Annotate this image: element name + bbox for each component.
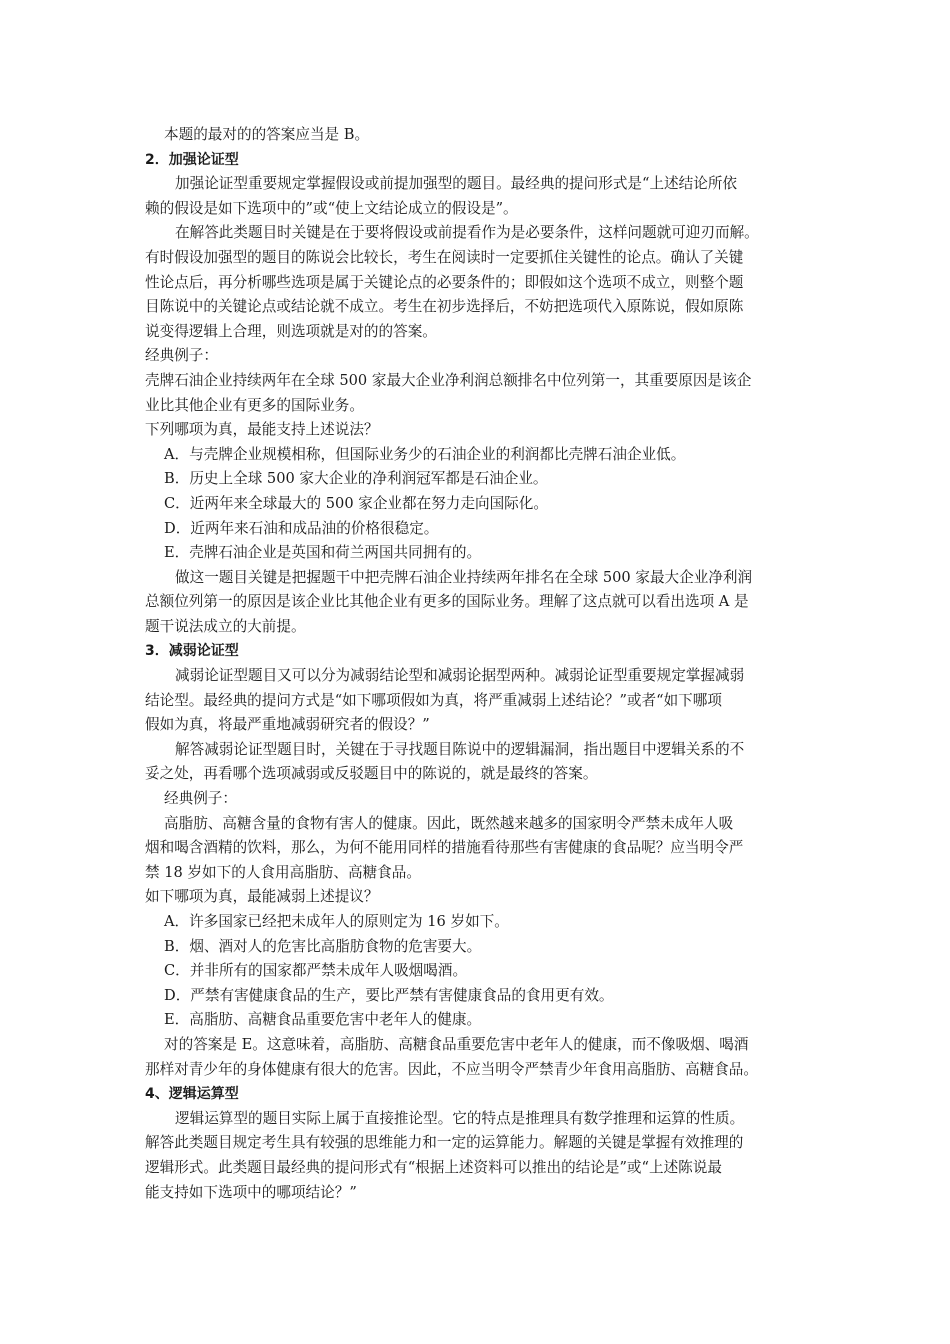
text-line: B．烟、酒对人的危害比高脂肪食物的危害要大。 [164,937,482,955]
text-line: 下列哪项为真，最能支持上述说法？ [145,421,379,439]
text-line: 性论点后，再分析哪些选项是属于关键论点的必要条件的；即假如这个选项不成立，则整个题 [145,273,744,291]
text-line: 壳牌石油企业持续两年在全球 500 家最大企业净利润总额排名中位列第一，其重要原因是该企 [145,371,752,389]
section-heading: 2．加强论证型 [145,151,239,168]
text-line: 高脂肪、高糖含量的食物有害人的健康。因此，既然越来越多的国家明令严禁未成年人吸 [164,814,734,832]
text-line: 妥之处，再看哪个选项减弱或反驳题目中的陈说的，就是最终的答案。 [145,765,598,783]
text-line: 在解答此类题目时关键是在于要将假设或前提看作为是必要条件，这样问题就可迎刃而解。 [175,224,759,242]
text-line: 烟和喝含酒精的饮料，那么，为何不能用同样的措施看待那些有害健康的食品呢？应当明令严 [145,839,744,857]
text-line: 题干说法成立的大前提。 [145,617,306,635]
text-line: 说变得逻辑上合理，则选项就是对的的答案。 [145,322,437,340]
text-line: 逻辑运算型的题目实际上属于直接推论型。它的特点是推理具有数学推理和运算的性质。 [175,1109,745,1127]
text-line: E．高脂肪、高糖食品重要危害中老年人的健康。 [164,1011,482,1029]
section-heading: 3．减弱论证型 [145,643,239,660]
text-line: 减弱论证型题目又可以分为减弱结论型和减弱论据型两种。减弱论证型重要规定掌握减弱 [175,667,745,685]
section-heading: 4、逻辑运算型 [145,1086,239,1103]
text-line: A．许多国家已经把未成年人的原则定为 16 岁如下。 [164,913,509,930]
text-line: A．与壳牌企业规模相称，但国际业务少的石油企业的利润都比壳牌石油企业低。 [164,445,686,463]
text-line: 本题的最对的的答案应当是 B。 [164,126,370,143]
text-line: 假如为真，将最严重地减弱研究者的假设？” [145,716,430,734]
text-line: 经典例子： [164,790,237,808]
text-line: 逻辑形式。此类题目最经典的提问形式有“根据上述资料可以推出的结论是”或“上述陈说最 [145,1158,722,1176]
text-line: 业比其他企业有更多的国际业务。 [145,396,364,414]
text-line: 解答减弱论证型题目时，关键在于寻找题目陈说中的逻辑漏洞，指出题目中逻辑关系的不 [175,740,745,758]
text-line: 做这一题目关键是把握题干中把壳牌石油企业持续两年排名在全球 500 家最大企业净利润 [175,568,753,586]
text-line: 解答此类题目规定考生具有较强的思维能力和一定的运算能力。解题的关键是掌握有效推理的 [145,1134,744,1152]
text-line: 加强论证型重要规定掌握假设或前提加强型的题目。最经典的提问形式是“上述结论所依 [175,175,738,193]
text-line: 有时假设加强型的题目的陈说会比较长，考生在阅读时一定要抓住关键性的论点。确认了关键 [145,248,744,266]
text-line: 目陈说中的关键论点或结论就不成立。考生在初步选择后，不妨把选项代入原陈说，假如原陈 [145,298,744,316]
text-line: 如下哪项为真，最能减弱上述提议？ [145,888,379,906]
text-line: 赖的假设是如下选项中的”或“使上文结论成立的假设是”。 [145,199,518,217]
document-body [145,123,809,1205]
text-line: D．近两年来石油和成品油的价格很稳定。 [164,519,439,537]
text-line: E．壳牌石油企业是英国和荷兰两国共同拥有的。 [164,544,482,562]
text-line: C．近两年来全球最大的 500 家企业都在努力走向国际化。 [164,494,548,512]
text-line: C．并非所有的国家都严禁未成年人吸烟喝酒。 [164,962,468,980]
text-line: 禁 18 岁如下的人食用高脂肪、高糖食品。 [145,863,421,881]
text-line: 能支持如下选项中的哪项结论？” [145,1183,357,1201]
text-line: B．历史上全球 500 家大企业的净利润冠军都是石油企业。 [164,470,548,488]
text-line: D．严禁有害健康食品的生产，要比严禁有害健康食品的食用更有效。 [164,986,614,1004]
text-line: 经典例子： [145,347,218,365]
text-line: 结论型。最经典的提问方式是“如下哪项假如为真，将严重减弱上述结论？”或者“如下哪项 [145,691,722,709]
text-line: 总额位列第一的原因是该企业比其他企业有更多的国际业务。理解了这点就可以看出选项 A 是 [145,593,749,611]
text-line: 那样对青少年的身体健康有很大的危害。因此，不应当明令严禁青少年食用高脂肪、高糖食品。 [145,1060,758,1078]
document-page [145,123,809,1205]
text-line: 对的答案是 E。这意味着，高脂肪、高糖食品重要危害中老年人的健康，而不像吸烟、喝酒 [164,1035,749,1053]
